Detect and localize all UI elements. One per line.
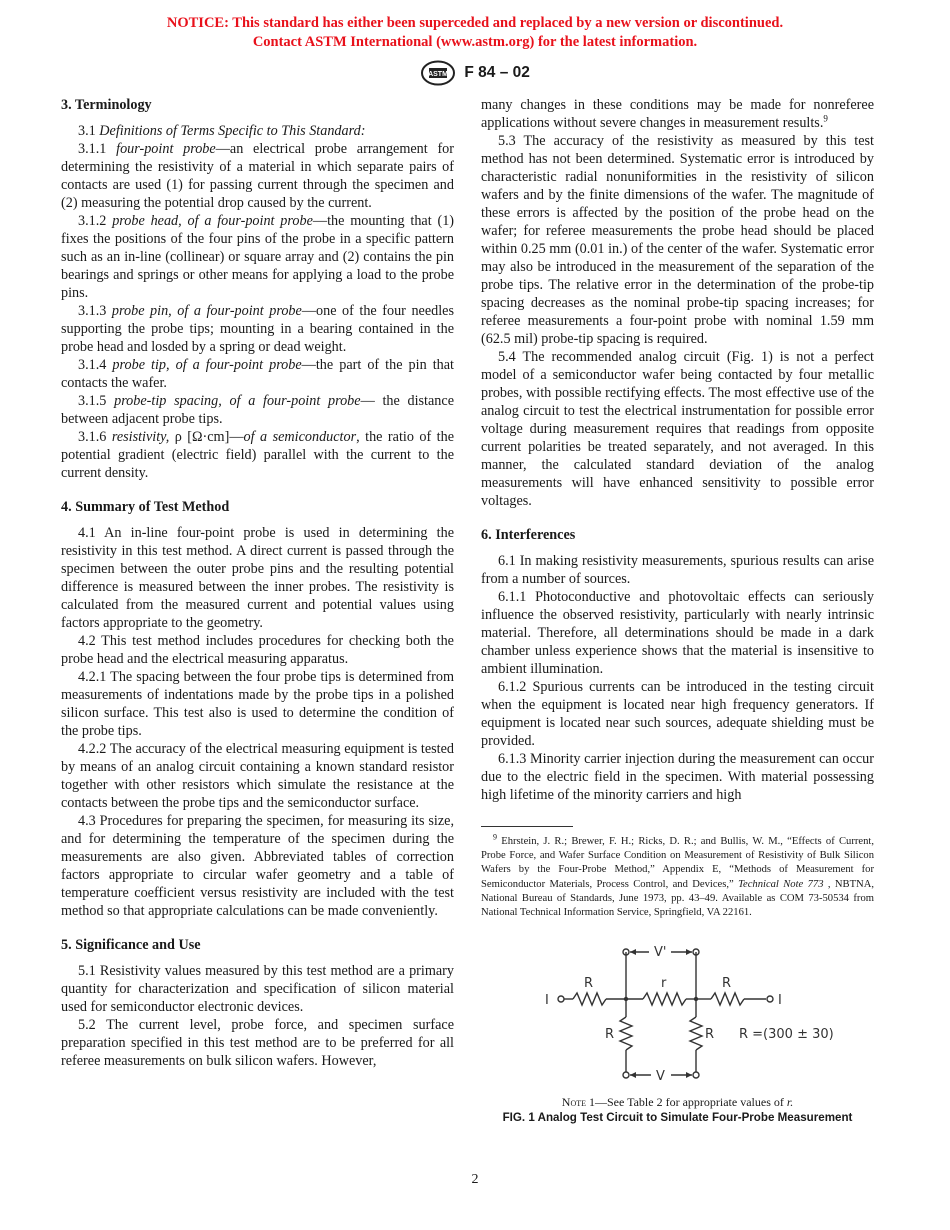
label-i-right: I	[778, 993, 782, 1009]
label-r-small: r	[661, 976, 667, 992]
notice-line-1: NOTICE: This standard has either been superceded and replaced by a new version or discontinued.	[166, 15, 784, 31]
page-header	[0, 60, 950, 86]
svg-text:ASTM: ASTM	[428, 71, 449, 78]
para-6-1: 6.1 In making resistivity measurements, spurious results can arise from a number of sources.	[481, 553, 874, 587]
resistor-r-right	[711, 993, 744, 1005]
label-r-vert-left: R	[605, 1027, 615, 1043]
resistor-r-vert-right	[690, 1017, 702, 1050]
footnote-divider	[481, 826, 573, 827]
label-i-left: I	[545, 993, 549, 1009]
section-5-heading: 5. Significance and Use	[61, 937, 201, 953]
para-6-1-2: 6.1.2 Spurious currents can be introduced in the testing circuit when the equipment is located near high frequency generators. If equipment is located near such sources, adequate shielding must be provided.	[481, 679, 874, 749]
circuit-diagram	[481, 942, 874, 1092]
label-r-vert-right: R	[705, 1027, 715, 1043]
label-r-value: R =(300 ± 30)	[739, 1027, 834, 1043]
para-6-1-3: 6.1.3 Minority carrier injection during the measurement can occur due to the electric field in the specimen. With material possessing high lifetime of the minority carriers and high	[481, 751, 874, 803]
footnote-ref-9[interactable]: 9	[823, 113, 828, 124]
para-3-1: 3.1 Definitions of Terms Specific to This Standard:	[78, 123, 366, 139]
figure-note: Note 1—See Table 2 for appropriate values of r.	[561, 1095, 794, 1110]
para-5-4: 5.4 The recommended analog circuit (Fig. 1) is not a perfect model of a semiconductor wafer being contacted by four metallic probes, with possible rectifying effects. The most effective use of the analog circuit to test the electrical instrumentation for possible error voltage during measurement requires that readings from opposite current polarities be treated separately, and not averaged. In this manner, the calculated standard deviation of the analog measurements will have enhanced sensitivity to possible error voltages.	[481, 349, 874, 509]
page-number: 2	[471, 1172, 479, 1187]
label-v-prime: V'	[654, 945, 667, 961]
para-6-1-1: 6.1.1 Photoconductive and photovoltaic effects can seriously influence the observed resistivity, particularly with nearly intrinsic material. Therefore, all determinations should be made in a dark chamber unless experience shows that the material is insensitive to ambient illumination.	[481, 589, 874, 677]
para-3-1-1: 3.1.1 four-point probe—an electrical probe arrangement for determining the resistivity of a material in which separate pairs of contacts are used (1) for passing current through the specimen and (2) measuring the potential drop caused by the current.	[61, 141, 454, 211]
section-4-heading: 4. Summary of Test Method	[61, 499, 230, 515]
resistor-r-vert-left	[620, 1017, 632, 1050]
para-5-2: 5.2 The current level, probe force, and specimen surface preparation specified in this test method are to be preferred for all referee measurements on bulk silicon wafers. However,	[61, 1017, 454, 1069]
para-4-2: 4.2 This test method includes procedures for checking both the probe head and the electrical measuring apparatus.	[61, 633, 454, 667]
resistor-r-small	[643, 993, 686, 1005]
para-3-1-4: 3.1.4 probe tip, of a four-point probe—the part of the pin that contacts the wafer.	[61, 357, 454, 391]
figure-caption: FIG. 1 Analog Test Circuit to Simulate Four-Probe Measurement	[502, 1111, 853, 1125]
para-4-2-1: 4.2.1 The spacing between the four probe tips is determined from measurements of indentations made by the probe tips in a polished silicon surface. This test also is used to determine the condition of the probe tips.	[61, 669, 454, 739]
notice-line-2: Contact ASTM International (www.astm.org) for the latest information.	[252, 34, 698, 50]
para-3-1-6: 3.1.6 resistivity, ρ [Ω·cm]—of a semiconductor, the ratio of the potential gradient (electric field) parallel with the current to the current density.	[61, 429, 454, 481]
para-5-3: 5.3 The accuracy of the resistivity as measured by this test method has not been determined. Systematic error is introduced by characteristic radial nonuniformities in the resistivity of silicon wafers and by the finite dimensions of the wafer. The magnitude of these errors is affected by the position of the probe head on the wafer; for referee measurements the probe head should be placed within 0.25 mm (0.01 in.) of the center of the wafer. Systematic error may also be introduced in the measurement of the separation of the probe tips. The relative error in the determination of the probe-tip spacing decreases as the nominal probe-tip spacing increases; for referee measurements a four-point probe with nominal 1.59 mm (62.5 mil) probe-tip spacing is required.	[481, 133, 874, 347]
astm-logo-icon	[420, 60, 456, 86]
para-4-2-2: 4.2.2 The accuracy of the electrical measuring equipment is tested by means of an analog circuit containing a known standard resistor together with other resistors which simulate the resistance at the contacts between the probe tips and the semiconductor surface.	[61, 741, 454, 811]
label-r-top-right: R	[722, 976, 732, 992]
section-3-heading: 3. Terminology	[61, 97, 152, 113]
notice-banner	[0, 14, 950, 52]
resistor-r-left	[573, 993, 606, 1005]
para-4-1: 4.1 An in-line four-point probe is used in determining the resistivity in this test method. A direct current is passed through the specimen between the outer probe pins and the resulting potential difference is measured between the inner probes. The resistivity is calculated from the measured current and potential values using factors appropriate to the geometry.	[61, 525, 454, 631]
para-3-1-3: 3.1.3 probe pin, of a four-point probe—one of the four needles supporting the probe tips; mounting in a bearing contained in the probe head and losded by a spring or dead weight.	[61, 303, 454, 355]
footnote-9: $^9$ Ehrstein, J. R.; Brewer, F. H.; Ricks, D. R.; and Bullis, W. M., “Effects of Current, Probe Force, and Wafer Surface Condition on Measurement of Resistivity of Bulk Silicon Wafers by the Four-Probe Method,” Appendix E, “Methods of Measurement for Semiconductor Materials, Process Control, and Devices,” Technical Note 773 , NBTNA, National Bureau of Standards, June 1973, pp. 43–49. Available as COM 73-50534 from National Technical Information Service, Springfield, VA 22161.	[481, 832, 874, 919]
standard-designation: F 84 – 02	[464, 64, 530, 82]
para-5-2-continued: many changes in these conditions may be made for nonreferee applications without severe changes in measurement results.$^9$	[481, 97, 874, 131]
para-3-1-5: 3.1.5 probe-tip spacing, of a four-point probe— the distance between adjacent probe tips.	[61, 393, 454, 427]
label-v: V	[656, 1069, 665, 1085]
figure-1-circuit	[481, 942, 874, 1092]
para-4-3: 4.3 Procedures for preparing the specimen, for measuring its size, and for determining the temperature of the specimen during the measurements are also given. Abbreviated tables of correction factors appropriate to circular wafer geometry and a table of temperature coefficient versus resistivity are included with the test method so that appropriate calculations can be made conveniently.	[61, 813, 454, 919]
para-5-1: 5.1 Resistivity values measured by this test method are a primary quantity for characterization and specification of silicon material used for semiconductor electronic devices.	[61, 963, 454, 1015]
para-3-1-2: 3.1.2 probe head, of a four-point probe—the mounting that (1) fixes the positions of the four pins of the probe in a specific pattern such as an in-line (collinear) or square array and (2) contains the pin bearings and springs or other means for applying a load to the probe pins.	[61, 213, 455, 301]
label-r-top-left: R	[584, 976, 594, 992]
right-column	[481, 96, 874, 1126]
section-6-heading: 6. Interferences	[481, 527, 576, 543]
left-column	[61, 96, 454, 1070]
